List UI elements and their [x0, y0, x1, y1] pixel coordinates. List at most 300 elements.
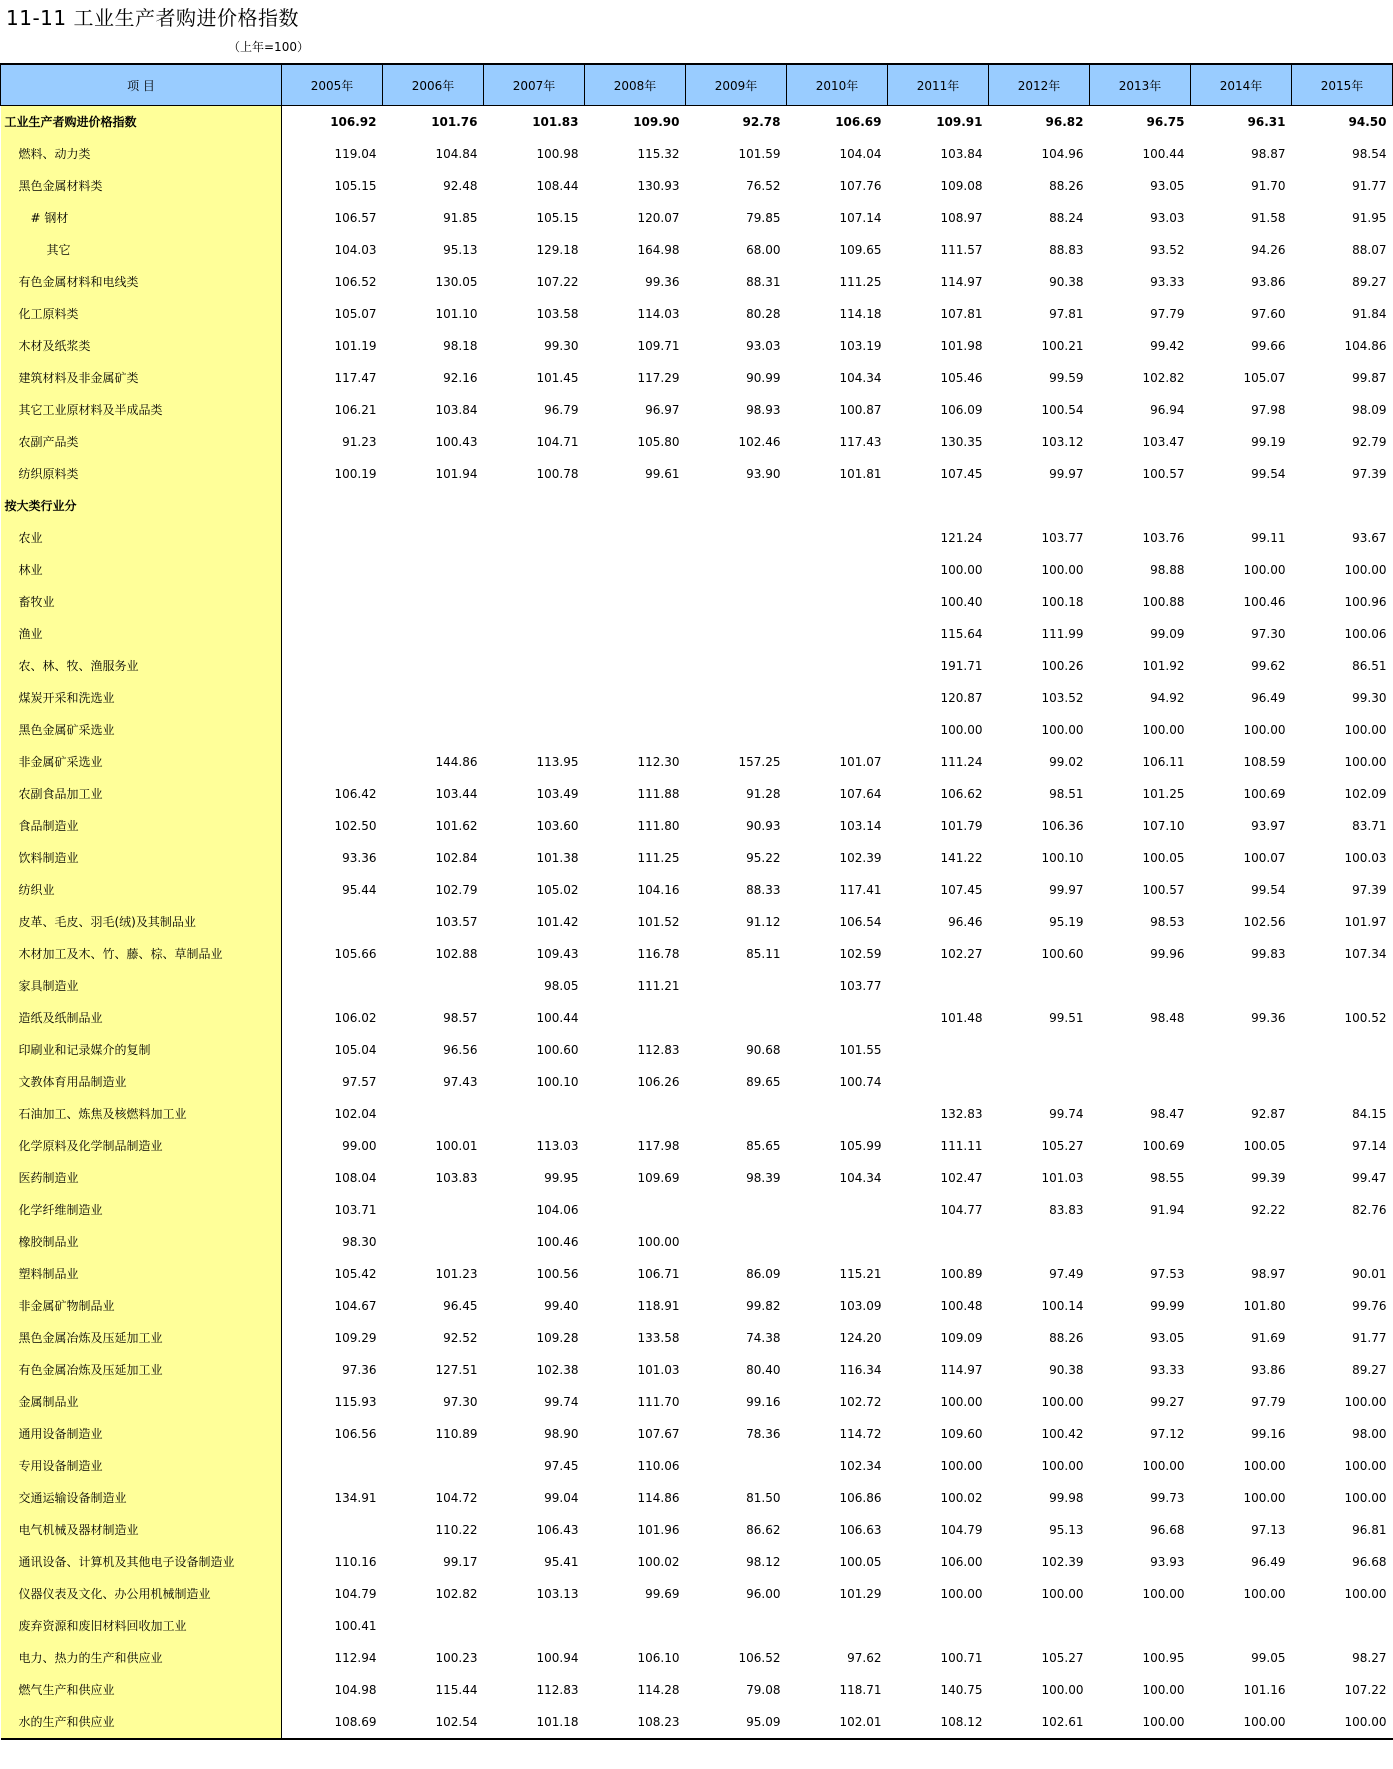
- header-year: 2005年: [282, 64, 383, 106]
- value-cell: 96.81: [1352, 1523, 1387, 1537]
- row-label: 通用设备制造业: [1, 1418, 282, 1450]
- row-label: 金属制品业: [1, 1386, 282, 1418]
- value-cell: 97.43: [443, 1075, 478, 1089]
- value-cell: 115.21: [839, 1267, 882, 1281]
- value-cell: 112.83: [637, 1043, 680, 1057]
- row-label: 塑料制品业: [1, 1258, 282, 1290]
- value-cell: 99.54: [1251, 467, 1286, 481]
- value-cell: 106.26: [637, 1075, 680, 1089]
- value-cell: [787, 554, 888, 586]
- value-cell: 96.49: [1251, 1555, 1286, 1569]
- value-cell: 97.49: [1049, 1267, 1084, 1281]
- row-label: 通讯设备、计算机及其他电子设备制造业: [1, 1546, 282, 1578]
- value-cell: [585, 1194, 686, 1226]
- value-cell: 100.18: [1041, 595, 1084, 609]
- value-cell: 104.84: [435, 147, 478, 161]
- value-cell: 120.07: [637, 211, 680, 225]
- value-cell: 95.19: [1049, 915, 1084, 929]
- value-cell: 109.60: [940, 1427, 983, 1441]
- value-cell: 93.86: [1251, 1363, 1286, 1377]
- value-cell: [1090, 1226, 1191, 1258]
- value-cell: 97.12: [1150, 1427, 1185, 1441]
- row-label: 工业生产者购进价格指数: [1, 106, 282, 139]
- value-cell: 86.09: [746, 1267, 781, 1281]
- table-header: [1, 64, 1393, 106]
- value-cell: 101.76: [431, 115, 478, 129]
- value-cell: [686, 1226, 787, 1258]
- value-cell: 98.39: [746, 1171, 781, 1185]
- value-cell: 112.94: [334, 1651, 377, 1665]
- value-cell: 100.71: [940, 1651, 983, 1665]
- value-cell: 97.60: [1251, 307, 1286, 321]
- value-cell: 100.00: [940, 1459, 983, 1473]
- row-label: 渔业: [1, 618, 282, 650]
- row-label: 非金属矿采选业: [1, 746, 282, 778]
- value-cell: 124.20: [839, 1331, 882, 1345]
- value-cell: 100.06: [1344, 627, 1387, 641]
- value-cell: 110.89: [435, 1427, 478, 1441]
- value-cell: 104.86: [1344, 339, 1387, 353]
- table-row: [1, 1354, 1393, 1386]
- value-cell: [686, 1450, 787, 1482]
- value-cell: 106.71: [637, 1267, 680, 1281]
- value-cell: 130.93: [637, 179, 680, 193]
- value-cell: 98.48: [1150, 1011, 1185, 1025]
- value-cell: 106.36: [1041, 819, 1084, 833]
- value-cell: 100.00: [1344, 1491, 1387, 1505]
- value-cell: 93.33: [1150, 1363, 1185, 1377]
- value-cell: 100.78: [536, 467, 579, 481]
- value-cell: 79.85: [746, 211, 781, 225]
- value-cell: 102.88: [435, 947, 478, 961]
- table-row: [1, 618, 1393, 650]
- value-cell: 100.00: [1344, 755, 1387, 769]
- value-cell: 103.71: [334, 1203, 377, 1217]
- value-cell: 121.24: [940, 531, 983, 545]
- table-row: [1, 1034, 1393, 1066]
- value-cell: 109.08: [940, 179, 983, 193]
- value-cell: 108.23: [585, 1706, 686, 1739]
- table-row: [1, 426, 1393, 458]
- value-cell: 100.05: [839, 1555, 882, 1569]
- value-cell: 111.70: [637, 1395, 680, 1409]
- value-cell: [787, 490, 888, 522]
- value-cell: [989, 970, 1090, 1002]
- value-cell: 99.04: [544, 1491, 579, 1505]
- header-year: 2011年: [888, 64, 989, 106]
- value-cell: 100.87: [839, 403, 882, 417]
- value-cell: [383, 586, 484, 618]
- value-cell: 111.57: [940, 243, 983, 257]
- row-label: 按大类行业分: [1, 490, 282, 522]
- value-cell: 101.16: [1243, 1683, 1286, 1697]
- value-cell: [686, 522, 787, 554]
- value-cell: 99.00: [342, 1139, 377, 1153]
- table-row: [1, 1642, 1393, 1674]
- value-cell: 119.04: [334, 147, 377, 161]
- value-cell: 100.14: [1041, 1299, 1084, 1313]
- value-cell: [1191, 490, 1292, 522]
- value-cell: 100.00: [1243, 723, 1286, 737]
- table-row: [1, 458, 1393, 490]
- value-cell: 116.34: [839, 1363, 882, 1377]
- value-cell: 105.27: [1041, 1139, 1084, 1153]
- value-cell: [1191, 1034, 1292, 1066]
- value-cell: [282, 618, 383, 650]
- header-year: 2008年: [585, 64, 686, 106]
- value-cell: 107.10: [1142, 819, 1185, 833]
- value-cell: [383, 490, 484, 522]
- value-cell: 101.23: [435, 1267, 478, 1281]
- value-cell: [888, 1066, 989, 1098]
- value-cell: 100.57: [1142, 883, 1185, 897]
- row-label: 家具制造业: [1, 970, 282, 1002]
- value-cell: [686, 970, 787, 1002]
- value-cell: 95.09: [686, 1706, 787, 1739]
- row-label: 木材加工及木、竹、藤、棕、草制品业: [1, 938, 282, 970]
- value-cell: 109.29: [334, 1331, 377, 1345]
- value-cell: 99.95: [544, 1171, 579, 1185]
- row-label: 废弃资源和废旧材料回收加工业: [1, 1610, 282, 1642]
- value-cell: 133.58: [637, 1331, 680, 1345]
- value-cell: 99.82: [746, 1299, 781, 1313]
- value-cell: 96.94: [1150, 403, 1185, 417]
- value-cell: 113.95: [536, 755, 579, 769]
- table-row: [1, 1002, 1393, 1034]
- value-cell: 101.92: [1142, 659, 1185, 673]
- value-cell: 99.74: [544, 1395, 579, 1409]
- value-cell: 100.21: [1041, 339, 1084, 353]
- row-label: 化学纤维制造业: [1, 1194, 282, 1226]
- row-label: 黑色金属材料类: [1, 170, 282, 202]
- value-cell: 100.00: [1344, 1587, 1387, 1601]
- value-cell: 103.57: [435, 915, 478, 929]
- value-cell: 99.98: [1049, 1491, 1084, 1505]
- value-cell: 100.00: [1243, 1587, 1286, 1601]
- value-cell: 99.17: [443, 1555, 478, 1569]
- value-cell: 106.63: [839, 1523, 882, 1537]
- table-row: [1, 906, 1393, 938]
- value-cell: 114.18: [839, 307, 882, 321]
- value-cell: 100.52: [1344, 1011, 1387, 1025]
- value-cell: 92.16: [443, 371, 478, 385]
- value-cell: 104.71: [536, 435, 579, 449]
- value-cell: [282, 522, 383, 554]
- value-cell: 91.58: [1251, 211, 1286, 225]
- row-label: 食品制造业: [1, 810, 282, 842]
- value-cell: 99.16: [1251, 1427, 1286, 1441]
- value-cell: 107.76: [839, 179, 882, 193]
- value-cell: [1292, 1226, 1393, 1258]
- value-cell: 98.57: [443, 1011, 478, 1025]
- value-cell: 120.87: [940, 691, 983, 705]
- value-cell: 78.36: [746, 1427, 781, 1441]
- value-cell: [888, 1226, 989, 1258]
- value-cell: 103.47: [1142, 435, 1185, 449]
- value-cell: 100.69: [1142, 1139, 1185, 1153]
- value-cell: 102.82: [1142, 371, 1185, 385]
- value-cell: 98.51: [1049, 787, 1084, 801]
- value-cell: 101.81: [839, 467, 882, 481]
- value-cell: 98.00: [1352, 1427, 1387, 1441]
- value-cell: 94.26: [1251, 243, 1286, 257]
- value-cell: 100.02: [940, 1491, 983, 1505]
- value-cell: 90.99: [746, 371, 781, 385]
- table-row: [1, 362, 1393, 394]
- value-cell: [484, 586, 585, 618]
- row-label: 水的生产和供应业: [1, 1706, 282, 1739]
- value-cell: 93.86: [1251, 275, 1286, 289]
- value-cell: [686, 714, 787, 746]
- value-cell: 100.01: [435, 1139, 478, 1153]
- value-cell: 102.39: [839, 851, 882, 865]
- value-cell: 140.75: [940, 1683, 983, 1697]
- value-cell: 106.21: [334, 403, 377, 417]
- value-cell: 105.80: [637, 435, 680, 449]
- value-cell: 96.68: [1150, 1523, 1185, 1537]
- table-row: [1, 1194, 1393, 1226]
- table-row: [1, 1514, 1393, 1546]
- value-cell: [686, 490, 787, 522]
- value-cell: [585, 682, 686, 714]
- value-cell: 106.54: [839, 915, 882, 929]
- value-cell: 102.04: [334, 1107, 377, 1121]
- row-label: 黑色金属冶炼及压延加工业: [1, 1322, 282, 1354]
- value-cell: 164.98: [637, 243, 680, 257]
- value-cell: [383, 650, 484, 682]
- value-cell: 97.53: [1150, 1267, 1185, 1281]
- value-cell: [585, 554, 686, 586]
- row-label: 农副产品类: [1, 426, 282, 458]
- value-cell: 92.78: [742, 115, 781, 129]
- value-cell: [686, 682, 787, 714]
- value-cell: [989, 1226, 1090, 1258]
- row-label: 黑色金属矿采选业: [1, 714, 282, 746]
- value-cell: 117.47: [334, 371, 377, 385]
- value-cell: 106.57: [334, 211, 377, 225]
- row-label: 建筑材料及非金属矿类: [1, 362, 282, 394]
- value-cell: 100.00: [1243, 1459, 1286, 1473]
- row-label: 畜牧业: [1, 586, 282, 618]
- value-cell: [686, 618, 787, 650]
- table-row: [1, 1450, 1393, 1482]
- value-cell: 114.97: [940, 1363, 983, 1377]
- value-cell: 85.65: [746, 1139, 781, 1153]
- table-row: [1, 810, 1393, 842]
- table-row: [1, 778, 1393, 810]
- value-cell: 114.72: [839, 1427, 882, 1441]
- value-cell: 103.76: [1142, 531, 1185, 545]
- value-cell: 101.29: [839, 1587, 882, 1601]
- value-cell: 109.43: [536, 947, 579, 961]
- value-cell: 99.97: [1049, 883, 1084, 897]
- value-cell: 107.14: [839, 211, 882, 225]
- value-cell: 107.34: [1344, 947, 1387, 961]
- value-cell: 109.28: [536, 1331, 579, 1345]
- value-cell: 102.47: [940, 1171, 983, 1185]
- value-cell: 108.44: [536, 179, 579, 193]
- value-cell: 92.22: [1251, 1203, 1286, 1217]
- value-cell: 88.83: [1049, 243, 1084, 257]
- table-row: [1, 1226, 1393, 1258]
- value-cell: 101.79: [940, 819, 983, 833]
- table-row: [1, 394, 1393, 426]
- value-cell: 88.33: [746, 883, 781, 897]
- row-label: 燃气生产和供应业: [1, 1674, 282, 1706]
- value-cell: 96.31: [1247, 115, 1286, 129]
- value-cell: [282, 554, 383, 586]
- table-row: [1, 1066, 1393, 1098]
- value-cell: 99.36: [1251, 1011, 1286, 1025]
- value-cell: 100.00: [1344, 1395, 1387, 1409]
- value-cell: 99.42: [1150, 339, 1185, 353]
- value-cell: 93.33: [1150, 275, 1185, 289]
- value-cell: 105.42: [334, 1267, 377, 1281]
- header-year: 2013年: [1090, 64, 1191, 106]
- value-cell: 114.97: [940, 275, 983, 289]
- value-cell: 91.85: [443, 211, 478, 225]
- value-cell: 100.95: [1142, 1651, 1185, 1665]
- value-cell: 91.77: [1352, 179, 1387, 193]
- value-cell: 93.05: [1150, 1331, 1185, 1345]
- row-label: 石油加工、炼焦及核燃料加工业: [1, 1098, 282, 1130]
- value-cell: 102.46: [738, 435, 781, 449]
- value-cell: [585, 1610, 686, 1642]
- value-cell: 93.03: [746, 339, 781, 353]
- table-row: [1, 1098, 1393, 1130]
- value-cell: 88.24: [1049, 211, 1084, 225]
- value-cell: 89.65: [746, 1075, 781, 1089]
- value-cell: 99.61: [645, 467, 680, 481]
- value-cell: 99.09: [1150, 627, 1185, 641]
- value-cell: 100.48: [940, 1299, 983, 1313]
- value-cell: 105.07: [1243, 371, 1286, 385]
- table-row: [1, 1674, 1393, 1706]
- value-cell: 104.77: [940, 1203, 983, 1217]
- value-cell: 95.22: [746, 851, 781, 865]
- row-label: 农、林、牧、渔服务业: [1, 650, 282, 682]
- value-cell: 88.26: [1049, 1331, 1084, 1345]
- value-cell: 97.30: [443, 1395, 478, 1409]
- value-cell: 111.80: [637, 819, 680, 833]
- value-cell: 130.35: [940, 435, 983, 449]
- value-cell: 114.28: [637, 1683, 680, 1697]
- value-cell: [787, 1226, 888, 1258]
- value-cell: 100.41: [334, 1619, 377, 1633]
- value-cell: 89.27: [1352, 1363, 1387, 1377]
- value-cell: 100.44: [536, 1011, 579, 1025]
- value-cell: 88.07: [1352, 243, 1387, 257]
- value-cell: 99.40: [544, 1299, 579, 1313]
- value-cell: 108.04: [334, 1171, 377, 1185]
- value-cell: 102.59: [839, 947, 882, 961]
- value-cell: 100.00: [1142, 723, 1185, 737]
- value-cell: 99.39: [1251, 1171, 1286, 1185]
- value-cell: 101.52: [637, 915, 680, 929]
- value-cell: 106.52: [738, 1651, 781, 1665]
- value-cell: [989, 1034, 1090, 1066]
- value-cell: 116.78: [637, 947, 680, 961]
- value-cell: [282, 1514, 383, 1546]
- value-cell: [888, 970, 989, 1002]
- value-cell: 106.02: [334, 1011, 377, 1025]
- value-cell: 83.83: [1049, 1203, 1084, 1217]
- value-cell: 92.52: [443, 1331, 478, 1345]
- value-cell: 107.45: [940, 883, 983, 897]
- value-cell: 92.48: [443, 179, 478, 193]
- value-cell: 102.27: [940, 947, 983, 961]
- value-cell: 90.38: [1049, 1363, 1084, 1377]
- value-cell: 100.23: [435, 1651, 478, 1665]
- value-cell: 101.25: [1142, 787, 1185, 801]
- value-cell: 109.71: [637, 339, 680, 353]
- value-cell: 103.44: [435, 787, 478, 801]
- value-cell: [787, 682, 888, 714]
- value-cell: [383, 554, 484, 586]
- value-cell: 108.97: [940, 211, 983, 225]
- value-cell: [1090, 490, 1191, 522]
- unit-note: （上年=100）: [228, 40, 309, 54]
- row-label: 燃料、动力类: [1, 138, 282, 170]
- value-cell: 93.93: [1150, 1555, 1185, 1569]
- value-cell: 94.92: [1150, 691, 1185, 705]
- row-label: 纺织原料类: [1, 458, 282, 490]
- value-cell: 105.15: [334, 179, 377, 193]
- value-cell: 98.53: [1150, 915, 1185, 929]
- value-cell: 101.38: [536, 851, 579, 865]
- row-label: 饮料制造业: [1, 842, 282, 874]
- value-cell: 99.73: [1150, 1491, 1185, 1505]
- header-year: 2007年: [484, 64, 585, 106]
- value-cell: 99.47: [1352, 1171, 1387, 1185]
- value-cell: 106.62: [940, 787, 983, 801]
- table-row: [1, 330, 1393, 362]
- table-row: [1, 1578, 1393, 1610]
- row-label: 农业: [1, 522, 282, 554]
- value-cell: 98.05: [544, 979, 579, 993]
- value-cell: 89.27: [1352, 275, 1387, 289]
- table-row: [1, 1610, 1393, 1642]
- value-cell: [787, 1098, 888, 1130]
- value-cell: 100.00: [1243, 1491, 1286, 1505]
- value-cell: [282, 906, 383, 938]
- value-cell: 100.00: [1243, 563, 1286, 577]
- value-cell: 115.44: [435, 1683, 478, 1697]
- value-cell: 100.05: [1243, 1139, 1286, 1153]
- value-cell: [484, 554, 585, 586]
- value-cell: 101.45: [536, 371, 579, 385]
- value-cell: 103.09: [839, 1299, 882, 1313]
- value-cell: [585, 522, 686, 554]
- value-cell: 114.03: [637, 307, 680, 321]
- value-cell: 111.11: [940, 1139, 983, 1153]
- value-cell: [585, 618, 686, 650]
- value-cell: 100.00: [1142, 1459, 1185, 1473]
- table-row: [1, 1162, 1393, 1194]
- value-cell: 99.76: [1352, 1299, 1387, 1313]
- table-row: [1, 138, 1393, 170]
- value-cell: 101.10: [435, 307, 478, 321]
- value-cell: 104.79: [940, 1523, 983, 1537]
- row-label: 橡胶制品业: [1, 1226, 282, 1258]
- value-cell: 91.94: [1150, 1203, 1185, 1217]
- value-cell: 79.08: [746, 1683, 781, 1697]
- header-item: 项 目: [1, 64, 282, 106]
- value-cell: 99.27: [1150, 1395, 1185, 1409]
- value-cell: 157.25: [738, 755, 781, 769]
- value-cell: 102.50: [334, 819, 377, 833]
- value-cell: 100.46: [1243, 595, 1286, 609]
